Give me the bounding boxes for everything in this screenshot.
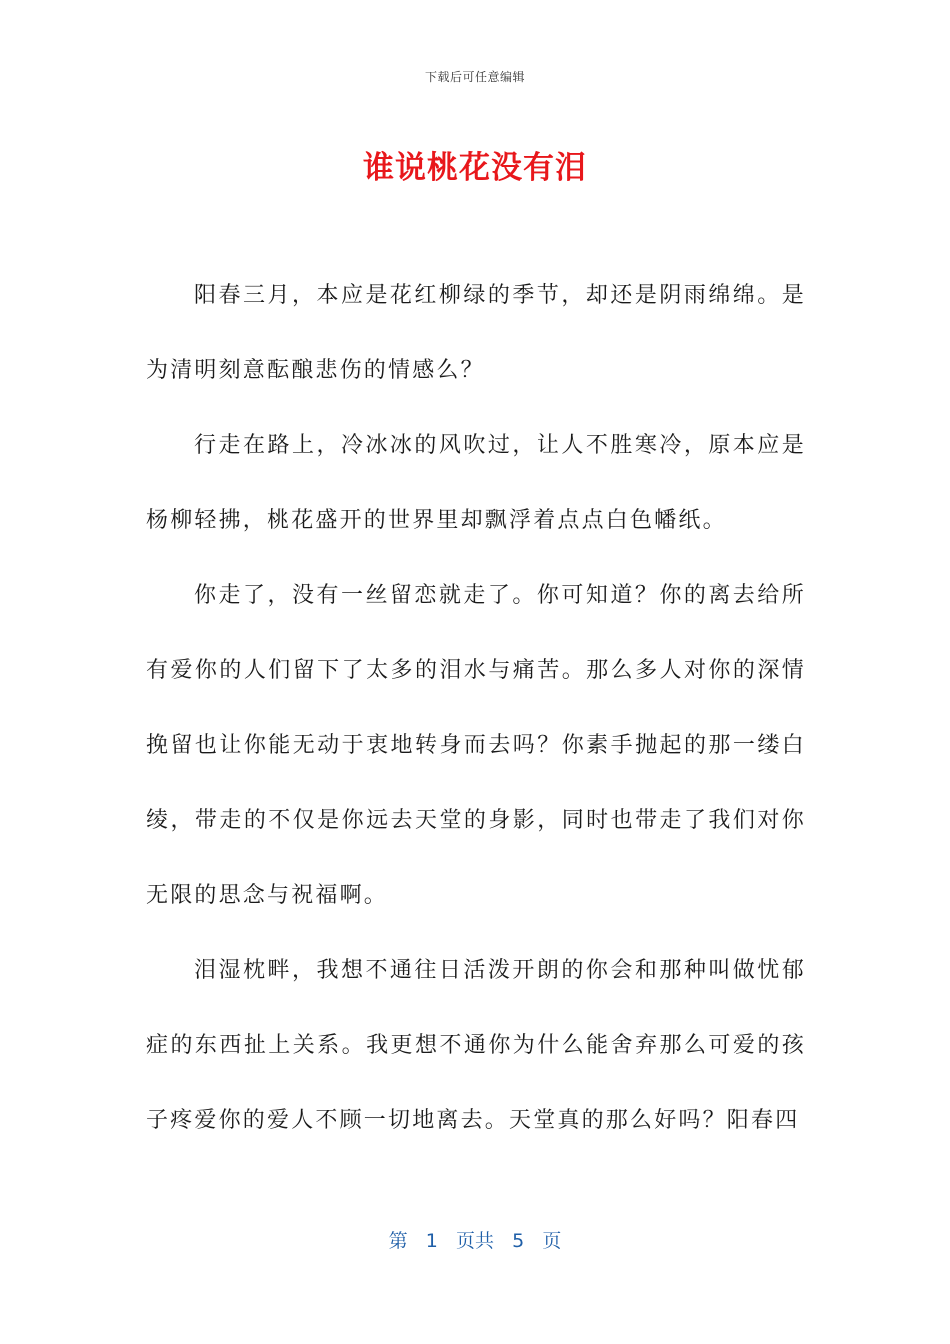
page-footer bbox=[0, 1226, 950, 1253]
document-body bbox=[146, 258, 806, 1158]
page-suffix: 页 bbox=[542, 1230, 562, 1252]
page-middle: 页共 bbox=[455, 1230, 494, 1252]
page-prefix: 第 bbox=[388, 1230, 408, 1252]
paragraph-2: 行走在路上，冷冰冰的风吹过，让人不胜寒冷，原本应是杨柳轻拂，桃花盛开的世界里却飘浮着点点白色幡纸。 bbox=[146, 433, 806, 533]
header-note: 下载后可任意编辑 bbox=[424, 70, 525, 84]
page-total: 5 bbox=[512, 1230, 525, 1252]
paragraph-1: 阳春三月，本应是花红柳绿的季节，却还是阴雨绵绵。是为清明刻意酝酿悲伤的情感么？ bbox=[146, 283, 806, 383]
document-title: 谁说桃花没有泪 bbox=[363, 150, 587, 186]
paragraph-3: 你走了，没有一丝留恋就走了。你可知道？你的离去给所有爱你的人们留下了太多的泪水与痛苦。那么多人对你的深情挽留也让你能无动于衷地转身而去吗？你素手抛起的那一缕白绫，带走的不仅是你远去天堂的身影，同时也带走了我们对你无限的思念与祝福啊。 bbox=[146, 583, 806, 908]
page-current: 1 bbox=[425, 1230, 438, 1252]
paragraph-4: 泪湿枕畔，我想不通往日活泼开朗的你会和那种叫做忧郁症的东西扯上关系。我更想不通你为什么能舍弃那么可爱的孩子疼爱你的爱人不顾一切地离去。天堂真的那么好吗？阳春四 bbox=[146, 958, 806, 1133]
